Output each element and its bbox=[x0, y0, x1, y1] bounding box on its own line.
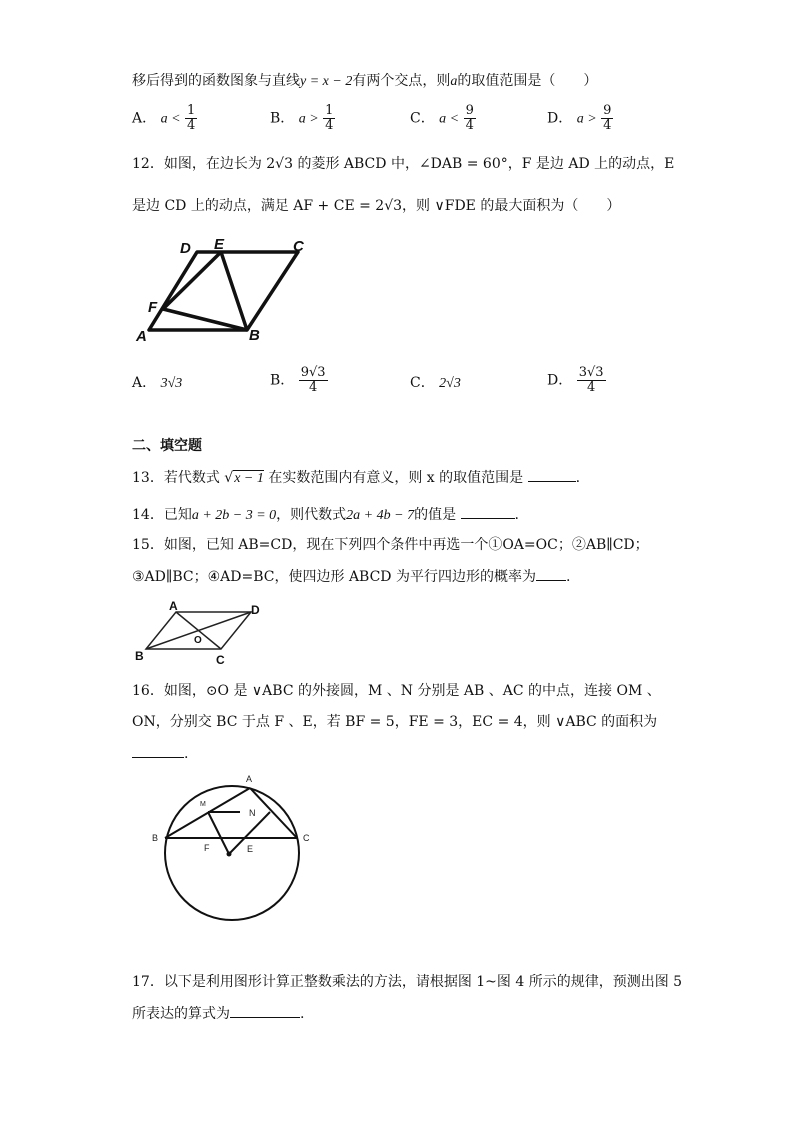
q13: 13．若代数式 √x − 1 在实数范围内有意义，则 x 的取值范围是 . bbox=[132, 467, 580, 489]
label-b: B bbox=[152, 833, 159, 843]
q17-line2: 所表达的算式为 . bbox=[132, 1003, 304, 1024]
q14: 14．已知a + 2b − 3 = 0，则代数式2a + 4b − 7的值是 . bbox=[132, 504, 519, 526]
label-c: C bbox=[293, 238, 304, 255]
label-d: D bbox=[180, 240, 191, 257]
section-title: 二、填空题 bbox=[132, 438, 202, 454]
circumcircle bbox=[165, 786, 299, 920]
q11-stem: 移后得到的函数图象与直线y = x − 2有两个交点，则a的取值范围是（ ） bbox=[132, 73, 598, 89]
segment-eb bbox=[221, 252, 247, 330]
q16-line3: . bbox=[132, 743, 188, 764]
label-b: B bbox=[135, 649, 144, 663]
q11-option-d[interactable]: D． a > $\frac{9}{4}$ bbox=[547, 103, 612, 133]
center-point bbox=[227, 852, 232, 857]
label-f: F bbox=[148, 299, 158, 316]
label-b: B bbox=[249, 327, 260, 344]
label-m: M bbox=[200, 801, 206, 808]
segment-om bbox=[208, 812, 229, 854]
q17-line1: 17．以下是利用图形计算正整数乘法的方法，请根据图 1~图 4 所示的规律，预测出图 5 bbox=[132, 974, 683, 990]
q16-line1: 16．如图，⊙O 是 ∨ABC 的外接圆，M 、N 分别是 AB 、AC 的中点，连接 OM 、 bbox=[132, 683, 661, 699]
q11-option-c[interactable]: C． a < $\frac{9}{4}$ bbox=[410, 103, 474, 133]
q13-answer-blank[interactable] bbox=[528, 467, 576, 482]
q11-option-b[interactable]: B． a > $\frac{1}{4}$ bbox=[270, 103, 334, 133]
side-ac bbox=[250, 788, 297, 838]
q15-line2: ③AD∥BC；④AD=BC，使四边形 ABCD 为平行四边形的概率为 . bbox=[132, 566, 570, 587]
label-c: C bbox=[216, 653, 225, 667]
q12-line2: 是边 CD 上的动点，满足 AF + CE = 2√3，则 ∨FDE 的最大面积为（ ） bbox=[132, 198, 621, 214]
label-e: E bbox=[214, 236, 225, 253]
q12-option-d[interactable]: D． $\frac{3√3}{4}$ bbox=[547, 365, 604, 395]
q14-answer-blank[interactable] bbox=[461, 504, 515, 519]
label-a: A bbox=[136, 328, 147, 344]
q12-option-c[interactable]: C． 2√3 bbox=[410, 375, 461, 391]
q16-line2: ON，分别交 BC 于点 F 、E，若 BF = 5，FE = 3，EC = 4，则 ∨ABC 的面积为 bbox=[132, 714, 658, 730]
q12-option-a[interactable]: A． 3√3 bbox=[132, 375, 183, 391]
label-a: A bbox=[169, 599, 178, 613]
q16-answer-blank[interactable] bbox=[132, 743, 184, 758]
label-e: E bbox=[247, 844, 254, 854]
label-o: O bbox=[194, 635, 202, 646]
q15-line1: 15．如图，已知 AB=CD，现在下列四个条件中再选一个①OA=OC；②AB∥CD； bbox=[132, 537, 649, 553]
q17-answer-blank[interactable] bbox=[230, 1003, 300, 1018]
segment-fb bbox=[163, 309, 247, 330]
q15-answer-blank[interactable] bbox=[536, 566, 566, 581]
q12-rhombus-figure bbox=[130, 232, 320, 344]
label-d: D bbox=[251, 603, 260, 617]
q12-line1: 12．如图，在边长为 2√3 的菱形 ABCD 中，∠DAB = 60°，F 是边 AD 上的动点，E bbox=[132, 156, 675, 172]
label-f: F bbox=[204, 843, 210, 853]
q12-option-b[interactable]: B． $\frac{9√3}{4}$ bbox=[270, 365, 326, 395]
q11-option-a[interactable]: A． a < $\frac{1}{4}$ bbox=[132, 103, 196, 133]
q15-parallelogram-figure bbox=[130, 598, 270, 668]
label-a: A bbox=[246, 774, 253, 784]
label-n: N bbox=[249, 808, 256, 818]
label-c: C bbox=[303, 833, 310, 843]
q11-line-eq: y = x − 2 bbox=[300, 74, 353, 89]
q16-circle-figure bbox=[145, 770, 325, 925]
